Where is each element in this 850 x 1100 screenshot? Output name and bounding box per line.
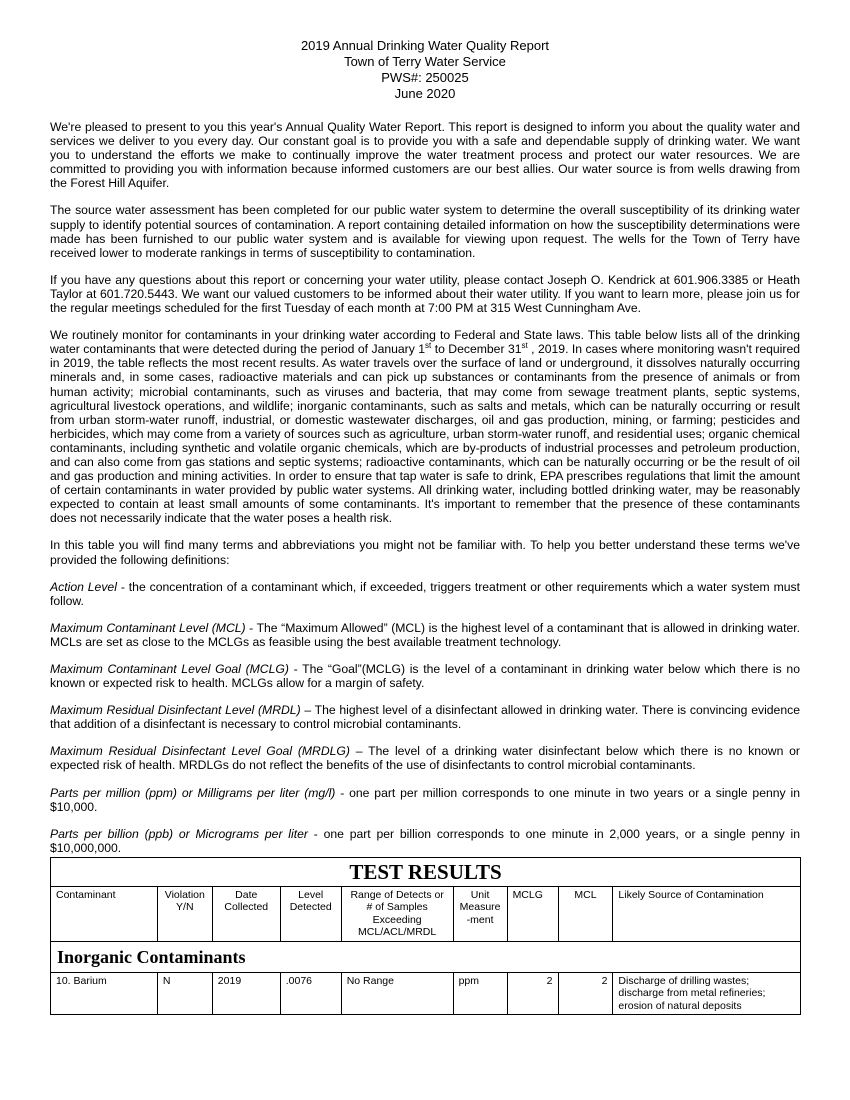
cell-mcl: 2: [558, 972, 613, 1015]
cell-range: No Range: [341, 972, 453, 1015]
cell-unit: ppm: [453, 972, 507, 1015]
intro-paragraph: We're pleased to present to you this year's Annual Quality Water Report. This report is designed to inform you about the quality water and services we deliver to you every day. Our constant goal is to provide you with a safe and dependable supply of drinking water. We want you to understand the efforts we make to continually improve the water treatment process and protect our water resources. We are committed to providing you with information because informed customers are our best allies. Our water source is from wells drawing from the Forest Hill Aquifer.: [50, 120, 800, 191]
cell-source: Discharge of drilling wastes; discharge from metal refineries; erosion of natural deposits: [613, 972, 801, 1015]
column-header-unit: Unit Measure -ment: [453, 886, 507, 941]
source-assessment-paragraph: The source water assessment has been completed for our public water system to determine the overall susceptibility of its drinking water supply to identify potential sources of contamination. A report containing detailed information on how the susceptibility determinations were made has been furnished to our public water system and is available for viewing upon request. The wells for the Town of Terry have received lower to moderate rankings in terms of susceptibility to contamination.: [50, 203, 800, 260]
table-title-row: [51, 857, 801, 886]
definition-action-level: Action Level - the concentration of a contaminant which, if exceeded, triggers treatment or other requirements which a water system must follow.: [50, 579, 800, 608]
cell-mclg: 2: [507, 972, 558, 1015]
report-date: June 2020: [394, 86, 456, 101]
report-header: [50, 38, 800, 102]
column-header-range: Range of Detects or # of Samples Exceeding MCL/ACL/MRDL: [341, 886, 453, 941]
table-title: TEST RESULTS: [51, 857, 801, 886]
cell-violation: N: [157, 972, 212, 1015]
definition-mrdl: Maximum Residual Disinfectant Level (MRDL) – The highest level of a disinfectant allowed in drinking water. There is convincing evidence that addition of a disinfectant is necessary to control microbial contaminants.: [50, 703, 800, 732]
table-row: [51, 972, 801, 1015]
section-row: [51, 941, 801, 972]
cell-level: .0076: [280, 972, 341, 1015]
column-header-mcl: MCL: [558, 886, 613, 941]
contact-paragraph: If you have any questions about this report or concerning your water utility, please contact Joseph O. Kendrick at 601.906.3385 or Heath Taylor at 601.720.5443. We want our valued customers to be informed about their water utility. If you want to learn more, please join us for the regular meetings scheduled for the first Tuesday of each month at 7:00 PM at 315 West Cunningham Ave.: [50, 272, 800, 316]
cell-contaminant: 10. Barium: [51, 972, 158, 1015]
system-name: Town of Terry Water Service: [344, 54, 506, 69]
column-header-mclg: MCLG: [507, 886, 558, 941]
definition-mrdlg: Maximum Residual Disinfectant Level Goal (MRDLG) – The level of a drinking water disinfectant below which there is no known or expected risk of health. MRDLGs do not reflect the benefits of the use of disinfectants to control microbial contaminants.: [50, 744, 800, 773]
definition-ppb: Parts per billion (ppb) or Micrograms per liter - one part per billion corresponds to one minute in 2,000 years, or a single penny in $10,000,000.: [50, 826, 800, 855]
column-header-date: Date Collected: [212, 886, 280, 941]
terms-intro-paragraph: In this table you will find many terms and abbreviations you might not be familiar with. To help you better understand these terms we've provided the following definitions:: [50, 538, 800, 567]
definition-mclg: Maximum Contaminant Level Goal (MCLG) - The “Goal”(MCLG) is the level of a contaminant in drinking water below which there is no known or expected risk to health. MCLGs allow for a margin of safety.: [50, 662, 800, 691]
column-header-level: Level Detected: [280, 886, 341, 941]
cell-date: 2019: [212, 972, 280, 1015]
test-results-table: [50, 857, 801, 1016]
section-heading: Inorganic Contaminants: [51, 941, 801, 972]
pws-number: PWS#: 250025: [381, 70, 469, 85]
table-header-row: [51, 886, 801, 941]
monitoring-paragraph: We routinely monitor for contaminants in your drinking water according to Federal and State laws. This table below lists all of the drinking water contaminants that were detected during the period of January 1st to December 31st , 2019. In cases where monitoring wasn't required in 2019, the table reflects the most recent results. As water travels over the surface of land or underground, it dissolves naturally occurring minerals and, in some cases, radioactive materials and can pick up substances or contaminants from the presence of animals or from human activity; microbial contaminants, such as viruses and bacteria, that may come from sewage treatment plants, septic systems, agricultural livestock operations, and wildlife; inorganic contaminants, such as salts and metals, which can be naturally occurring or result from urban storm-water runoff, industrial, or domestic wastewater discharges, oil and gas production, mining, or farming; pesticides and herbicides, which may come from a variety of sources such as agriculture, urban storm-water runoff, and residential uses; organic chemical contaminants, including synthetic and volatile organic chemicals, which are by-products of industrial processes and petroleum production, and can also come from gas stations and septic systems; radioactive contaminants, which can be naturally occurring or be the result of oil and gas production and mining activities. In order to ensure that tap water is safe to drink, EPA prescribes regulations that limit the amount of certain contaminants in water provided by public water systems. All drinking water, including bottled drinking water, may be reasonably expected to contain at least small amounts of some contaminants. It's important to remember that the presence of these contaminants does not necessarily indicate that the water poses a health risk.: [50, 328, 800, 526]
column-header-source: Likely Source of Contamination: [613, 886, 801, 941]
column-header-contaminant: Contaminant: [51, 886, 158, 941]
definition-mcl: Maximum Contaminant Level (MCL) - The “Maximum Allowed” (MCL) is the highest level of a contaminant that is allowed in drinking water. MCLs are set as close to the MCLGs as feasible using the best available treatment technology.: [50, 620, 800, 649]
report-page: [50, 38, 800, 1015]
definition-ppm: Parts per million (ppm) or Milligrams per liter (mg/l) - one part per million corresponds to one minute in two years or a single penny in $10,000.: [50, 785, 800, 814]
column-header-violation: Violation Y/N: [157, 886, 212, 941]
report-title: 2019 Annual Drinking Water Quality Report: [300, 38, 550, 53]
